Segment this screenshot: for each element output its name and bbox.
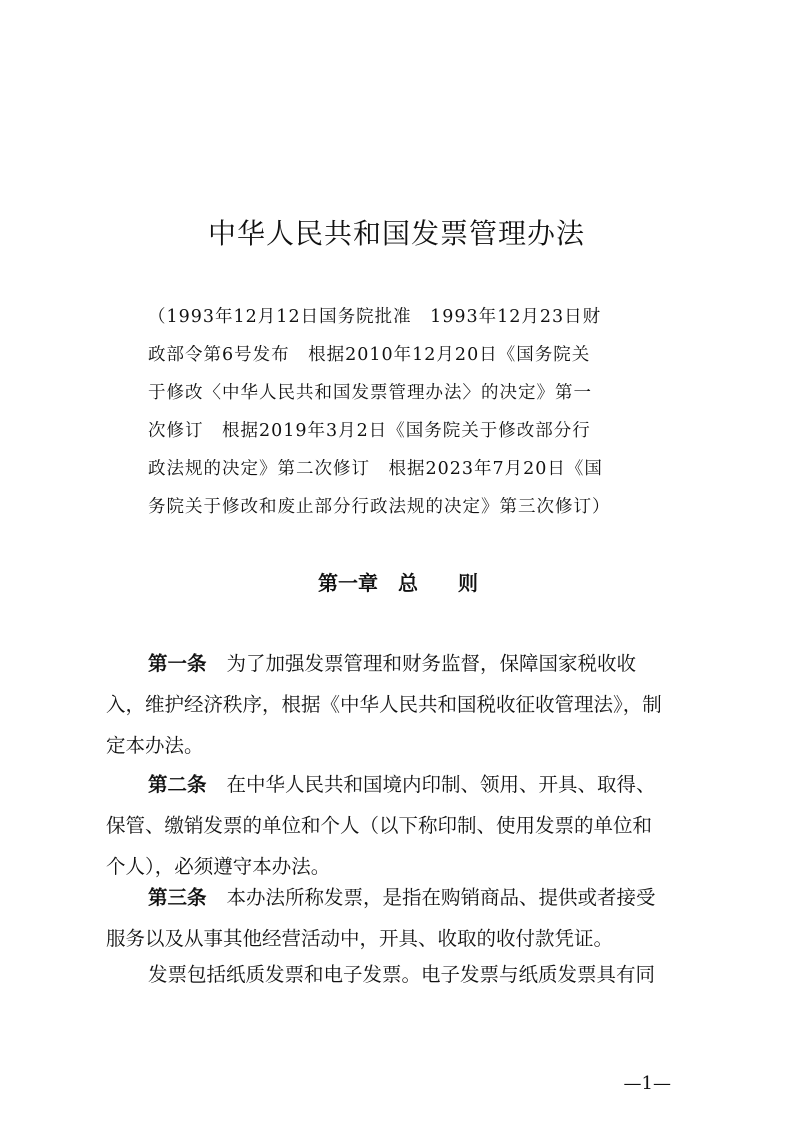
revision-note-line: 政部令第6号发布 根据2010年12月20日《国务院关	[148, 345, 591, 365]
revision-note	[148, 298, 668, 526]
revision-note-line: （1993年12月12日国务院批准 1993年12月23日财	[148, 307, 602, 327]
article-text-line: 服务以及从事其他经营活动中，开具、收取的收付款凭证。	[106, 927, 614, 950]
revision-note-line: 务院关于修改和废止部分行政法规的决定》第三次修订）	[148, 497, 611, 517]
article-text-line: 个人），必须遵守本办法。	[106, 855, 331, 878]
article-1	[106, 643, 701, 766]
revision-note-line: 次修订 根据2019年3月2日《国务院关于修改部分行	[148, 421, 591, 441]
article-label: 第三条	[148, 886, 207, 909]
revision-note-line: 于修改〈中华人民共和国发票管理办法〉的决定》第一	[148, 383, 592, 403]
article-label: 第一条	[148, 652, 207, 675]
article-text: 在中华人民共和国境内印制、领用、开具、取得、	[226, 773, 656, 796]
article-text-line: 定本办法。	[106, 734, 204, 757]
revision-note-line: 政法规的决定》第二次修订 根据2023年7月20日《国	[148, 459, 603, 479]
page-number: —1—	[623, 1073, 671, 1094]
article-text: 本办法所称发票，是指在购销商品、提供或者接受	[226, 886, 656, 909]
article-first-line	[106, 643, 701, 684]
paragraph	[106, 954, 701, 995]
article-text-line: 保管、缴销发票的单位和个人（以下称印制、使用发票的单位和	[106, 814, 653, 837]
article-2	[106, 764, 701, 887]
article-label: 第二条	[148, 773, 207, 796]
article-text: 为了加强发票管理和财务监督，保障国家税收收	[226, 652, 637, 675]
article-first-line	[106, 764, 701, 805]
article-first-line	[106, 877, 701, 918]
paragraph-line: 发票包括纸质发票和电子发票。电子发票与纸质发票具有同	[148, 963, 656, 986]
article-text-line: 入，维护经济秩序，根据《中华人民共和国税收征收管理法》，制	[106, 693, 662, 716]
article-3	[106, 877, 701, 959]
document-title: 中华人民共和国发票管理办法	[207, 217, 585, 250]
chapter-heading: 第一章 总 则	[318, 571, 478, 595]
